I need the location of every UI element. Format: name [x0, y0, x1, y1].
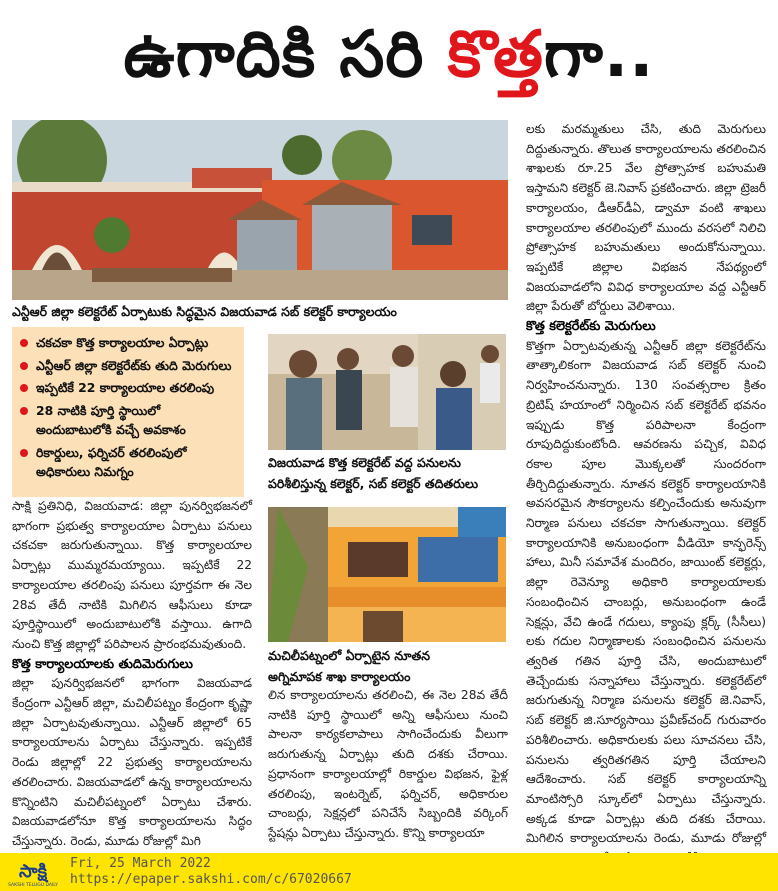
- headline-part-3: గా..: [543, 18, 655, 92]
- photo3-caption-line2: అగ్నిమాపక శాఖ కార్యాలయం: [268, 669, 411, 684]
- footer-bar: [0, 853, 778, 891]
- bullet-dot-icon: [20, 407, 28, 415]
- logo-text: సాక్షి: [19, 861, 47, 882]
- photo2-caption-line2: పరిశీలిస్తున్న కలెక్టర్, సబ్ కలెక్టర్ తదితరులు: [268, 476, 479, 491]
- bullet-item: [20, 378, 238, 398]
- photo1-caption: ఎన్టీఆర్ జిల్లా కలెక్టరేట్ ఏర్పాటుకు సిద్ధమైన విజయవాడ సబ్ కలెక్టర్ కార్యాలయం: [12, 304, 397, 319]
- left-paragraph-2: జిల్లా పునర్విభజనలో భాగంగా విజయవాడ కేంద్రంగా ఎన్టీఆర్ జిల్లా, మచిలీపట్నం కేంద్రంగా కృష్ణా జిల్లా ఏర్పాటవుతున్నాయి. ఎన్టీఆర్ జిల్లాలో 65 కార్యాలయాలను ఏర్పాటు చేస్తున్నారు. ఇప్పటికే రెండు జిల్లాల్లో 22 ప్రభుత్వ కార్యాలయాలను తరలించారు. విజయవాడలో ఉన్న కార్యాలయాలను కొన్నింటిని మచిలీపట్నంలో ఏర్పాటు చేశారు. విజయవాడలోనూ కొత్త కార్యాలయాలను సిద్ధం చేస్తున్నారు. రెండు, మూడు రోజుల్లో మిగి: [12, 676, 252, 848]
- bullet-text: ఇప్పటికే 22 కార్యాలయాల తరలింపు: [36, 380, 215, 395]
- bullet-text: ఎన్టీఆర్ జిల్లా కలెక్టరేట్‌కు తుది మెరుగులు: [36, 357, 232, 373]
- photo-officials-inspecting: [268, 334, 506, 450]
- right-paragraph-1: లకు మరమ్మతులు చేసి, తుది మెరుగులు దిద్దుతున్నారు. తొలుత కార్యాలయాలను తరలించిన శాఖలకు రూ.25 వేల ప్రోత్సాహక బహుమతి ఇస్తామని కలెక్టర్ జె.నివాస్ ప్రకటించారు. జిల్లా ట్రెజరీ కార్యాలయం, డీఆర్‌డీఏ, డ్వామా వంటి శాఖలు కార్యాలయాల తరలింపులో ముందు వరసలో నిలిచి ప్రోత్సాహక బహుమతులు అందుకోనున్నాయి. ఇప్పటికే జిల్లాల విభజన నేపథ్యంలో విజయవాడలోని వివిధ కార్యాలయాల వద్ద ఎన్టీఆర్ జిల్లా పేరుతో బోర్డులు వెలిశాయి.: [526, 122, 766, 314]
- bullet-text: 28 నాటికి పూర్తి స్థాయిలో అందుబాటులోకి వచ్చే అవకాశం: [36, 402, 186, 437]
- photo3-caption: [268, 645, 508, 687]
- headline-part-2: కొత్త: [447, 18, 544, 92]
- bullet-dot-icon: [20, 339, 28, 347]
- bullet-dot-icon: [20, 384, 28, 392]
- left-subheading: కొత్త కార్యాలయాలకు తుదిమెరుగులు: [12, 656, 193, 672]
- right-subheading: కొత్త కలెక్టరేట్‌కు మెరుగులు: [526, 319, 656, 335]
- photo2-caption: [268, 452, 508, 494]
- footer-url[interactable]: https://epaper.sakshi.com/c/67020667: [70, 872, 352, 887]
- middle-paragraph: లిన కార్యాలయాలను తరలించి, ఈ నెల 28వ తేదీ నాటికి పూర్తి స్థాయిలో అన్ని ఆఫీసులు నుంచి పాలనా కార్యకలాపాలు సాగించేందుకు వీలుగా జరుగుతున్న ఏర్పాట్లు తుది దశకు చేరాయి. ప్రధానంగా కార్యాలయాల్లో రికార్డుల విభజన, ఫైళ్ల తరలింపు, ఇంటర్నెట్, ఫర్నిచర్, అధికారుల చాంబర్లు, సెక్షన్లలో పనిచేసే సిబ్బందికి వర్కింగ్ స్టేషన్లు ఏర్పాటు చేస్తున్నారు. కొన్ని కార్యాలయా: [268, 688, 508, 840]
- left-paragraph-1: సాక్షి ప్రతినిధి, విజయవాడ: జిల్లా పునర్విభజనలో భాగంగా ప్రభుత్వ కార్యాలయాల ఏర్పాటు పనులు చకచకా జరుగుతున్నాయి. కొత్త కార్యాలయాల ఏర్పాట్లు ముమ్మరమయ్యాయి. ఇప్పటికే 22 కార్యాలయాల తరలింపు పనులు పూర్తవగా ఈ నెల 28వ తేదీ నాటికి మిగిలిన ఆఫీసులు కూడా పూర్తిస్థాయిలో అందుబాటులోకి వస్తాయి. ఉగాది నుంచి కొత్త జిల్లాల్లో పరిపాలన ప్రారంభమవుతుంది.: [12, 499, 252, 651]
- bullet-text: చకచకా కొత్త కార్యాలయాల ఏర్పాట్లు: [36, 335, 209, 350]
- article-column-left: [12, 497, 252, 852]
- bullet-item: [20, 401, 238, 440]
- article-column-middle: [268, 686, 508, 844]
- photo-fire-station-office: [268, 507, 506, 642]
- bullet-item: [20, 356, 238, 376]
- logo-subtext: SAKSHI TELUGU DAILY: [8, 883, 58, 888]
- photo2-caption-line1: విజయవాడ కొత్త కలెక్టరేట్ వద్ద పనులను: [268, 455, 461, 470]
- article-column-right: [526, 120, 766, 888]
- right-paragraph-2: కొత్తగా ఏర్పాటవుతున్న ఎన్టీఆర్ జిల్లా కలెక్టరేట్‌ను తాత్కాలికంగా విజయవాడ సబ్ కలెక్టర్ నుంచి నిర్వహించనున్నారు. 130 సంవత్సరాల క్రితం బ్రిటిష్ హయాంలో నిర్మించిన సబ్ కలెక్టరేట్ భవనం ఇప్పుడు కొత్త పరిపాలనా కేంద్రంగా రూపుదిద్దుకుంటోంది. ఆవరణను పచ్చిక, వివిధ రకాల పూల మొక్కలతో సుందరంగా తీర్చిదిద్దుతున్నారు. నూతన కలెక్టర్ కార్యాలయానికి అవసరమైన సౌకర్యాలను కల్పించేందుకు అనువుగా నిర్మాణ పనులు చకచకా సాగుతున్నాయి. కలెక్టర్ కార్యాలయానికి అనుబంధంగా వీడియో కాన్ఫరెన్స్ హాలు, మినీ సమావేశ మందిరం, జాయింట్ కలెక్టర్లు, జిల్లా రెవెన్యూ అధికారి కార్యాలయాలకు సంబంధించిన చాంబర్లు, అనుబంధంగా ఉండే సెక్షన్లు, వేచి ఉండే గదులు, క్యాంపు క్లర్క్ (సీసీలు) లకు గదుల నిర్మాణాలకు సంబంధించిన పనులను త్వరిత గతిన పూర్తి చేసి, అందుబాటులో తెచ్చేందుకు సన్నాహాలు చేస్తున్నారు. కలెక్టరేట్‌లో జరుగుతున్న నిర్మాణ పనులను కలెక్టర్ జె.నివాస్, సబ్ కలెక్టర్ జి.సూర్యసాయి ప్రవీణ్‌చంద్ గురువారం పరిశీలించారు. అధికారులకు పలు సూచనలు చేసి, పనులను త్వరితగతిన పూర్తి చేయాలని ఆదేశించారు. సబ్ కలెక్టర్ కార్యాలయాన్ని మాంటిస్సోరి స్కూల్‌లో ఏర్పాటు చేస్తున్నారు. అక్కడ కూడా ఏర్పాట్లు తుది దశకు చేరాయి. మిగిలిన కార్యాలయాలను రెండు, మూడు రోజుల్లో: [526, 338, 766, 846]
- bullet-text: రికార్డులు, ఫర్నిచర్ తరలింపులో అధికారులు నిమగ్నం: [36, 444, 187, 479]
- sakshi-logo: [4, 856, 62, 888]
- bullet-item: [20, 333, 238, 353]
- headline-part-1: ఉగాదికి సరి: [123, 18, 448, 92]
- bullet-item: [20, 443, 238, 482]
- bullet-dot-icon: [20, 362, 28, 370]
- highlights-box: [12, 327, 244, 497]
- photo3-caption-line1: మచిలీపట్నంలో ఏర్పాటైన నూతన: [268, 648, 430, 663]
- photo-collectorate-building: [12, 120, 508, 300]
- headline: [0, 0, 778, 110]
- footer-date: Fri, 25 March 2022: [70, 856, 211, 871]
- bullet-dot-icon: [20, 449, 28, 457]
